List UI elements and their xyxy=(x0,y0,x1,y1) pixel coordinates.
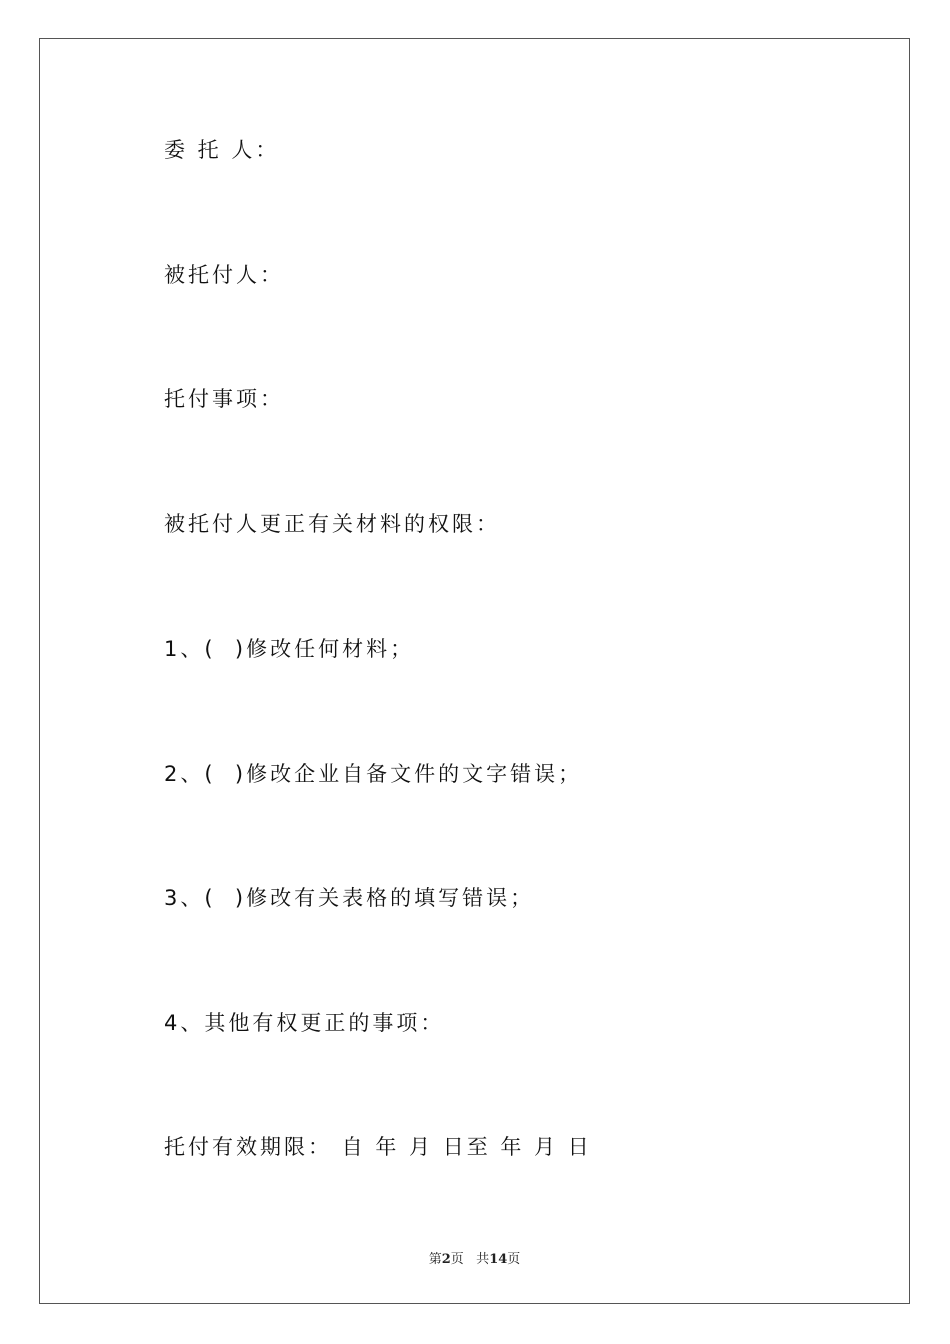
authority-item-2: 2、( )修改企业自备文件的文字错误； xyxy=(164,762,583,786)
footer-page-prefix: 第 xyxy=(428,1252,442,1267)
footer-total-suffix: 页 xyxy=(507,1252,521,1267)
validity-period: 托付有效期限： 自 年 月 日至 年 月 日 xyxy=(164,1135,592,1159)
page-footer xyxy=(40,1248,909,1267)
authority-item-4: 4、其他有权更正的事项： xyxy=(164,1011,445,1035)
page-frame xyxy=(39,38,910,1304)
footer-total-prefix: 共 xyxy=(476,1252,490,1267)
field-correction-authority: 被托付人更正有关材料的权限： xyxy=(164,512,500,536)
field-trustee: 被托付人： xyxy=(164,263,284,287)
footer-page-number: 2 xyxy=(441,1252,451,1267)
footer-total-number: 14 xyxy=(489,1252,508,1267)
field-entrusted-matters: 托付事项： xyxy=(164,387,284,411)
authority-item-3: 3、( )修改有关表格的填写错误； xyxy=(164,886,535,910)
field-principal: 委 托 人： xyxy=(164,138,280,162)
authority-item-1: 1、( )修改任何材料； xyxy=(164,637,415,661)
footer-page-suffix: 页 xyxy=(450,1252,464,1267)
